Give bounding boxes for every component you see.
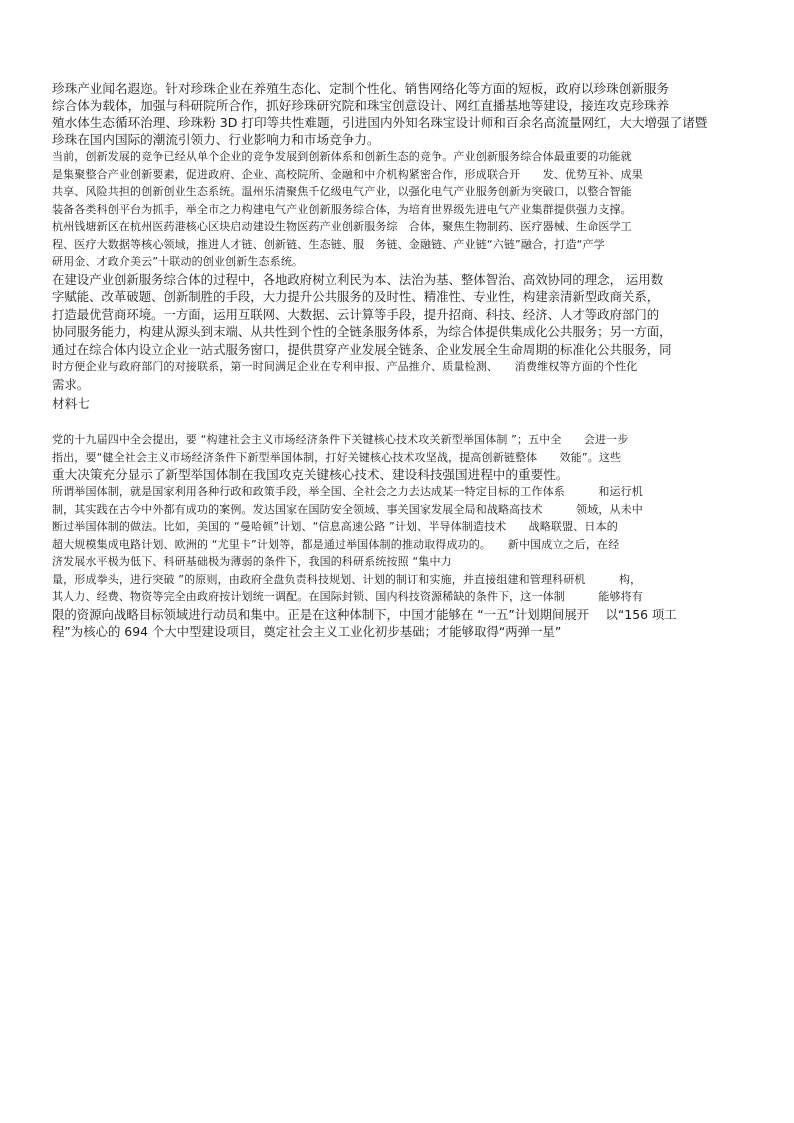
text-line: 济发展水平极为低下、科研基础极为薄弱的条件下，我国的科研系统按照 “集中力 bbox=[52, 555, 452, 568]
paragraph-innovation-ecosystem bbox=[52, 148, 742, 271]
text-line: 党的十九届四中全会提出，要 “构建社会主义市场经济条件下关键核心技术攻关新型举国体制 ”；五中全 会进一步 bbox=[52, 433, 629, 446]
text-line: 字赋能、改革破题、创新制胜的手段，大力提升公共服务的及时性、精准性、专业性，构建亲清新型政商关系， bbox=[52, 289, 660, 304]
text-line: 当前，创新发展的竞争已经从单个企业的竞争发展到创新体系和创新生态的竞争。产业创新服务综合体最重要的功能就 bbox=[52, 150, 632, 163]
text-line: 超大规模集成电路计划、欧洲的 “尤里卡”计划等，都是通过举国体制的推动取得成功的。 新中国成立之后，在经 bbox=[52, 537, 620, 551]
text-line: 制，其实践在古今中外都有成功的案例。发达国家在国防安全领域、事关国家发展全局和战略高技术 领域，从未中 bbox=[52, 502, 643, 516]
text-line: 需求。 bbox=[52, 376, 90, 392]
text-line: 是集聚整合产业创新要素，促进政府、企业、高校院所、金融和中介机构紧密合作，形成联合开 发、优势互补、成果 bbox=[52, 167, 643, 181]
paragraph-pearl-industry bbox=[52, 80, 742, 148]
text-line: 其人力、经费、物资等完全由政府按计划统一调配。在国际封锁、国内科技资源稀缺的条件下，这一体制 能够将有 bbox=[52, 590, 643, 603]
paragraph-national-system-history bbox=[52, 483, 742, 641]
text-line: 在建设产业创新服务综合体的过程中，各地政府树立利民为本、法治为基、整体智治、高效协同的理念， 运用数 bbox=[52, 271, 664, 287]
text-line: 协同服务能力，构建从源头到末端、从共性到个性的全链条服务体系，为综合体提供集成化公共服务；另一方面， bbox=[52, 324, 672, 339]
document-page bbox=[52, 80, 742, 641]
text-line: 断过举国体制的做法。比如，美国的 “曼哈顿”计划、“信息高速公路 ”计划、半导体制造技术 战略联盟、日本的 bbox=[52, 520, 618, 533]
text-line: 研用金、才政介美云”十联动的创业创新生态系统。 bbox=[52, 255, 304, 268]
text-line: 杭州钱塘新区在杭州医药港核心区块启动建设生物医药产业创新服务综 合体，聚焦生物制药、医疗器械、生命医学工 bbox=[52, 220, 632, 233]
blank-line bbox=[52, 413, 742, 431]
text-line: 打造最优营商环境。一方面，运用互联网、大数据、云计算等手段，提升招商、科技、经济、人才等政府部门的 bbox=[52, 306, 660, 322]
section-heading: 材料七 bbox=[52, 396, 90, 411]
text-line: 综合体为载体，加强与科研院所合作，抓好珍珠研究院和珠宝创意设计、网红直播基地等建设，接连攻克珍珠养 bbox=[52, 98, 670, 113]
paragraph-new-national-system bbox=[52, 431, 742, 483]
text-line: 程、医疗大数据等核心领域，推进人才链、创新链、生态链、服 务链、金融链、产业链“六链”融合，打造“产学 bbox=[52, 237, 605, 251]
text-line: 通过在综合体内设立企业一站式服务窗口，提供贯穿产业发展全链条、企业发展全生命周期的标准化公共服务，同 bbox=[52, 341, 672, 357]
text-line: 程”为核心的 694 个大中型建设项目，奠定社会主义工业化初步基础；才能够取得“两弹一星” bbox=[52, 624, 562, 639]
text-line: 量，形成拳头，进行突破 ”的原则，由政府全盘负责科技规划、计划的制订和实施，并直接组建和管理科研机 构， bbox=[52, 572, 642, 586]
text-line: 限的资源向战略目标领域进行动员和集中。正是在这种体制下，中国才能够在 “一五”计划期间展开 以“156 项工 bbox=[52, 606, 677, 622]
text-line: 时方便企业与政府部门的对接联系，第一时间满足企业在专利申报、产品推介、质量检测、 消费维权等方面的个性化 bbox=[52, 360, 638, 373]
text-line: 装备各类科创平台为抓手，举全市之力构建电气产业创新服务综合体，为培育世界级先进电气产业集群提供强力支撑。 bbox=[52, 202, 632, 216]
text-line: 所谓举国体制，就是国家利用各种行政和政策手段，举全国、全社会之力去达成某一特定目标的工作体系 和运行机 bbox=[52, 485, 643, 498]
text-line: 指出，要“健全社会主义市场经济条件下新型举国体制，打好关键核心技术攻坚战，提高创新链整体 效能”。这些 bbox=[52, 450, 622, 464]
text-line: 珍珠在国内国际的潮流引领力、行业影响力和市场竞争力。 bbox=[52, 132, 380, 147]
text-line: 珍珠产业闻名遐迩。针对珍珠企业在养殖生态化、定制个性化、销售网络化等方面的短板，政府以珍珠创新服务 bbox=[52, 81, 670, 96]
text-line: 重大决策充分显示了新型举国体制在我国攻克关键核心技术、建设科技强国进程中的重要性。 bbox=[52, 467, 569, 482]
text-line: 殖水体生态循环治理、珍珠粉 3D 打印等共性难题，引进国内外知名珠宝设计师和百余名高流量网红，大大增强了诸暨 bbox=[52, 115, 708, 130]
text-line: 共享、风险共担的创新创业生态系统。温州乐清聚焦千亿级电气产业，以强化电气产业服务创新为突破口，以整合智能 bbox=[52, 185, 632, 198]
paragraph-government-services bbox=[52, 271, 742, 394]
